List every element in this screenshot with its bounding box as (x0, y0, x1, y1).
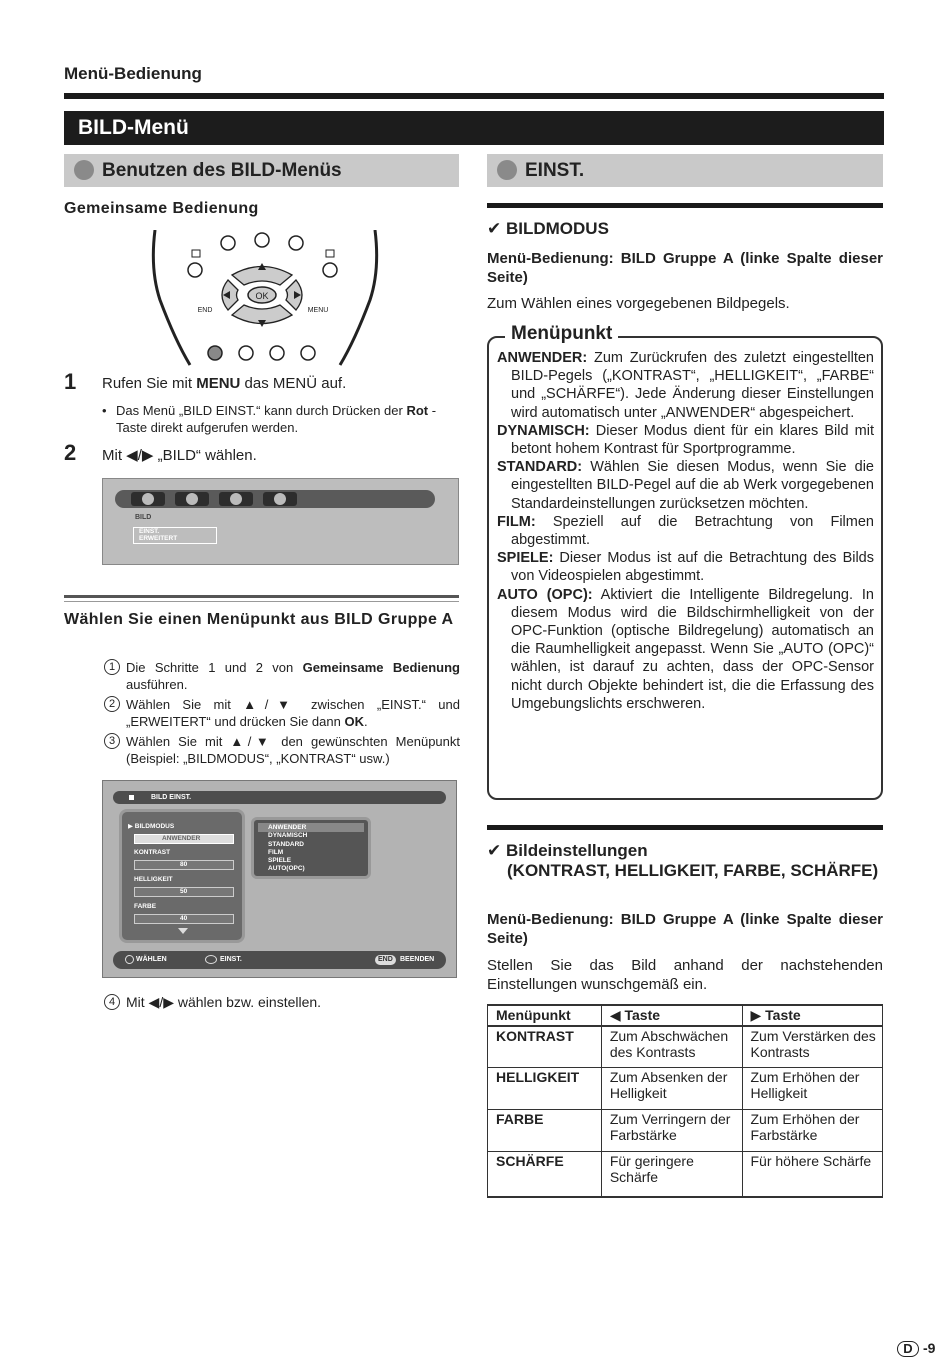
right-subtitle-bar (487, 154, 883, 187)
bullet-circle-icon (497, 160, 517, 180)
section-label: Menü-Bedienung (64, 64, 202, 83)
bildmodus-description: Zum Wählen eines vorgegebenen Bildpegels. (487, 295, 790, 312)
updown-key-icon (125, 955, 134, 964)
scroll-down-icon (178, 928, 188, 934)
menu-screen-bild-einst (102, 780, 457, 978)
footer-set: EINST. (220, 956, 242, 963)
list-item: STANDARD: Wählen Sie diesen Modus, wenn Sie die eingestellten BILD-Pegel auf die ab Werk vorgegebenen Standardeinstellungen zurücksetzen möchten. (497, 459, 874, 512)
bullet-circle-icon (74, 160, 94, 180)
screen2-row-label: KONTRAST (134, 849, 171, 856)
screen2-row-value: 50 (180, 888, 188, 895)
step2-text: Mit ◀/▶ „BILD“ wählen. (102, 447, 257, 464)
remote-illustration (150, 230, 380, 370)
list-item: DYNAMISCH: Dieser Modus dient für ein klares Bild mit betont hohem Kontrast für Sportprogramme. (497, 422, 874, 458)
picture-tab-icon (131, 492, 165, 506)
screen2-options-list: ANWENDER DYNAMISCH STANDARD FILM SPIELE AUTO(OPC) (268, 824, 308, 873)
menu-screen-bild (102, 478, 459, 565)
divider (64, 595, 459, 598)
select-heading: Wählen Sie einen Menüpunkt aus BILD Gruppe A (64, 611, 454, 628)
right-subtitle: EINST. (525, 160, 585, 181)
common-heading: Gemeinsame Bedienung (64, 200, 259, 217)
top-rule (64, 93, 884, 99)
list-item: 2 Wählen Sie mit ▲/▼ zwischen „EINST.“ und „ERWEITERT“ und drücken Sie dann OK. (104, 696, 460, 730)
table-header: ▶ Taste (742, 1005, 883, 1026)
settings-table (487, 1004, 883, 1198)
table-row: SCHÄRFE Für geringere Schärfe Für höhere Schärfe (488, 1151, 883, 1197)
screen2-footer (113, 951, 446, 969)
page-number: D -9 (897, 1340, 935, 1357)
screen2-row-value: 80 (180, 861, 188, 868)
table-header: ◀ Taste (601, 1005, 742, 1026)
menu-item-box-title: Menüpunkt (505, 323, 618, 345)
step1-note: • Das Menü „BILD EINST.“ kann durch Drücken der Rot -Taste direkt aufgerufen werden. (102, 403, 437, 435)
remote-end-label: END (197, 307, 213, 314)
screen1-item-erweitert: ERWEITERT (139, 535, 178, 542)
page-title: BILD-Menü (64, 111, 884, 145)
menu-tab-bar (115, 490, 435, 508)
footer-end: BEENDEN (400, 956, 435, 963)
table-row: KONTRAST Zum Abschwächen des Kontrasts Zum Verstärken des Kontrasts (488, 1026, 883, 1067)
remote-ok-label: OK (255, 291, 269, 301)
table-row: HELLIGKEIT Zum Absenken der Helligkeit Zum Erhöhen der Helligkeit (488, 1067, 883, 1109)
table-header: Menüpunkt (488, 1005, 602, 1026)
screen2-header: BILD EINST. (113, 791, 446, 804)
screen2-row-label: FARBE (134, 903, 157, 910)
language-badge: D (897, 1341, 919, 1357)
settings-operation: Menü-Bedienung: BILD Gruppe A (linke Spalte dieser Seite) (487, 911, 883, 947)
settings-description: Stellen Sie das Bild anhand der nachstehenden Einstellungen wunschgemäß ein. (487, 957, 883, 993)
step2-number: 2 (64, 440, 77, 465)
list-item: FILM: Speziell auf die Betrachtung von Filmen abgestimmt. (497, 513, 874, 549)
screen1-item-einst: EINST. (139, 528, 160, 535)
screen1-label: BILD (135, 514, 152, 521)
list-item: 3 Wählen Sie mit ▲/▼ den gewünschten Menüpunkt (Beispiel: „BILDMODUS“, „KONTRAST“ usw.) (104, 733, 460, 767)
remote-menu-label: MENU (307, 307, 329, 314)
divider (487, 825, 883, 830)
select-steps (104, 659, 460, 770)
list-item: ANWENDER: Zum Zurückrufen des zuletzt eingestellten BILD-Pegels („KONTRAST“, „HELLIGKEIT“, „FARBE“ und „SCHÄRFE“). Jede Änderung dieser Einstellungen wird automatisch unter „ANWENDER“ abgespeichert. (497, 350, 874, 421)
settings-heading: ✔ Bildeinstellungen (KONTRAST, HELLIGKEIT, FARBE, SCHÄRFE) (487, 841, 879, 880)
table-header-row (488, 1005, 883, 1026)
step4: 4 Mit ◀/▶ wählen bzw. einstellen. (104, 994, 321, 1011)
screen2-row-label: HELLIGKEIT (134, 876, 173, 883)
leftright-key-icon (205, 955, 217, 964)
left-subtitle-bar (64, 154, 459, 187)
screen2-settings-panel (119, 809, 245, 943)
bildmodus-heading: ✔ BILDMODUS (487, 219, 609, 238)
step1-number: 1 (64, 369, 77, 394)
step1-text: Rufen Sie mit MENU das MENÜ auf. (102, 375, 347, 392)
list-item: SPIELE: Dieser Modus ist auf die Betrachtung des Bilds von Videospielen abgestimmt. (497, 550, 874, 585)
list-item: AUTO (OPC): Aktiviert die Intelligente Bildregelung. In diesem Modus wird die Bildschirmhelligkeit von der OPC-Funktion (optische Bildregelung) automatisch an die Raumhelligkeit angepasst. Wenn Sie „AUTO (OPC)“ wählen, ist darauf zu achten, dass der OPC-Sensor nicht durch Objekte behindert ist, die die Erfassung des Umgebungslichts erschweren. (497, 586, 874, 712)
menu-item-list (497, 349, 874, 713)
divider (64, 601, 459, 602)
tools-tab-icon (263, 492, 297, 506)
screen2-row-value: ANWENDER (162, 835, 201, 842)
screen2-row-value: 40 (180, 915, 188, 922)
left-subtitle: Benutzen des BILD-Menüs (102, 160, 342, 181)
bildmodus-operation: Menü-Bedienung: BILD Gruppe A (linke Spalte dieser Seite) (487, 250, 883, 286)
divider (487, 203, 883, 208)
end-key-icon: END (375, 955, 396, 965)
audio-tab-icon (175, 492, 209, 506)
screen2-row-label: ▶ BILDMODUS (128, 823, 175, 830)
footer-select: WÄHLEN (136, 956, 167, 963)
power-tab-icon (219, 492, 253, 506)
screen2-options-popup (251, 817, 371, 879)
screen1-options (133, 527, 217, 544)
list-item: 1 Die Schritte 1 und 2 von Gemeinsame Bedienung ausführen. (104, 659, 460, 693)
table-row: FARBE Zum Verringern der Farbstärke Zum Erhöhen der Farbstärke (488, 1109, 883, 1151)
